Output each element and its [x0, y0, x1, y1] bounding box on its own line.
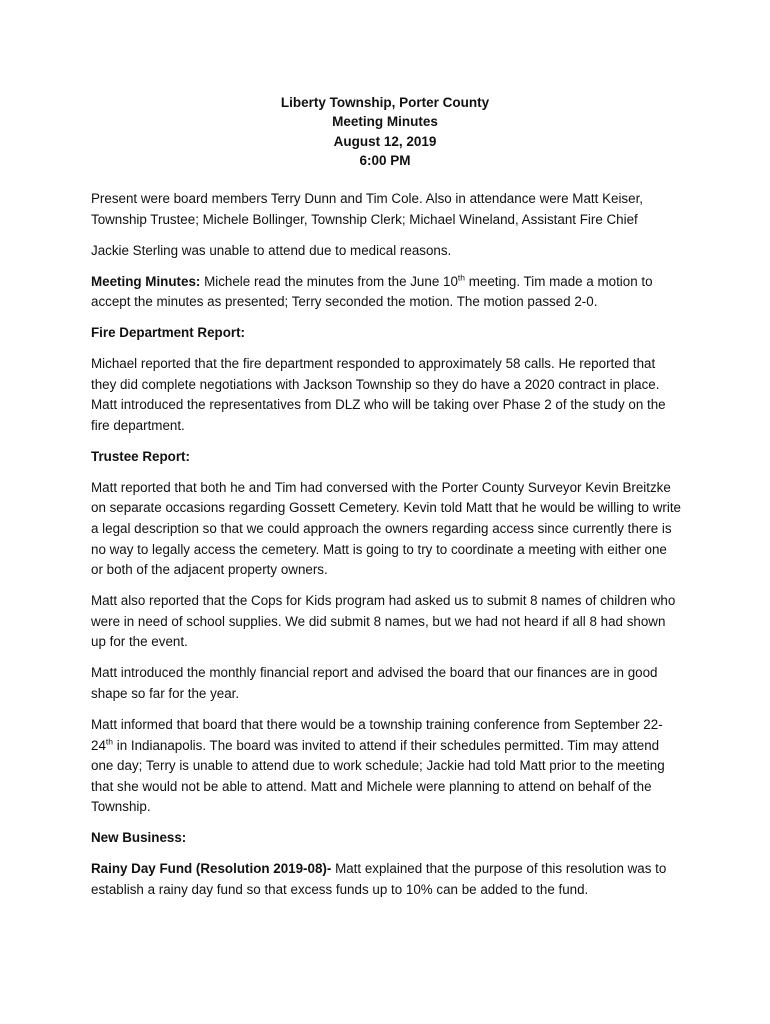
conference-text-b: in Indianapolis. The board was invited to attend if their schedules permitted. Tim may attend one day; Terry is unable to attend due to work schedule; Jackie had told Matt prior to the meeting that she would not be able to attend. Matt and Michele were planning to attend on behalf of the Township.	[91, 737, 665, 815]
header-title: Meeting Minutes	[332, 114, 438, 130]
trustee-report-heading: Trustee Report:	[91, 448, 190, 464]
conference-text-a: Matt informed that board that there would be a township training conference from September 22-24	[91, 716, 663, 753]
meeting-minutes-text-a: Michele read the minutes from the June 10	[200, 273, 458, 289]
fire-report-heading: Fire Department Report:	[91, 325, 246, 341]
fire-report-paragraph: Michael reported that the fire department responded to approximately 58 calls. He reported that they did complete negotiations with Jackson Township so they do have a 2020 contract in place. Matt introduced the representatives from DLZ who will be taking over Phase 2 of the study on the fire department.	[91, 356, 666, 433]
attendance-paragraph: Present were board members Terry Dunn and Tim Cole. Also in attendance were Matt Keiser, Township Trustee; Michele Bollinger, Township Clerk; Michael Wineland, Assistant Fire Chief	[91, 191, 644, 227]
rainy-day-fund-lead: Rainy Day Fund (Resolution 2019-08)-	[91, 861, 332, 877]
meeting-minutes-text-b: meeting. Tim made a motion to accept the minutes as presented; Terry seconded the motion. The motion passed 2-0.	[91, 273, 653, 310]
document-header	[0, 93, 770, 170]
rainy-day-fund-paragraph	[91, 859, 681, 900]
header-time: 6:00 PM	[359, 152, 411, 168]
trustee-cops-for-kids-paragraph: Matt also reported that the Cops for Kids program had asked us to submit 8 names of children who were in need of school supplies. We did submit 8 names, but we had not heard if all 8 had shown up for the event.	[91, 593, 676, 650]
header-date: August 12, 2019	[333, 133, 437, 149]
conference-superscript: th	[105, 736, 113, 747]
rainy-day-fund-text: Matt explained that the purpose of this resolution was to establish a rainy day fund so that excess funds up to 10% can be added to the fund.	[91, 861, 667, 897]
trustee-conference-paragraph	[91, 715, 681, 818]
trustee-financial-paragraph: Matt introduced the monthly financial report and advised the board that our finances are in good shape so far for the year.	[91, 665, 658, 701]
meeting-minutes-paragraph	[91, 272, 681, 313]
header-township: Liberty Township, Porter County	[280, 95, 490, 110]
document-body	[91, 189, 681, 911]
new-business-heading: New Business:	[91, 830, 187, 846]
meeting-minutes-superscript: th	[457, 272, 465, 283]
trustee-cemetery-paragraph: Matt reported that both he and Tim had conversed with the Porter County Surveyor Kevin Breitzke on separate occasions regarding Gossett Cemetery. Kevin told Matt that he would be willing to write a legal description so that we could approach the owners regarding access since currently there is no way to legally access the cemetery. Matt is going to try to coordinate a meeting with either one or both of the adjacent property owners.	[91, 479, 681, 578]
absence-paragraph: Jackie Sterling was unable to attend due to medical reasons.	[91, 242, 452, 258]
meeting-minutes-lead: Meeting Minutes:	[91, 273, 201, 289]
